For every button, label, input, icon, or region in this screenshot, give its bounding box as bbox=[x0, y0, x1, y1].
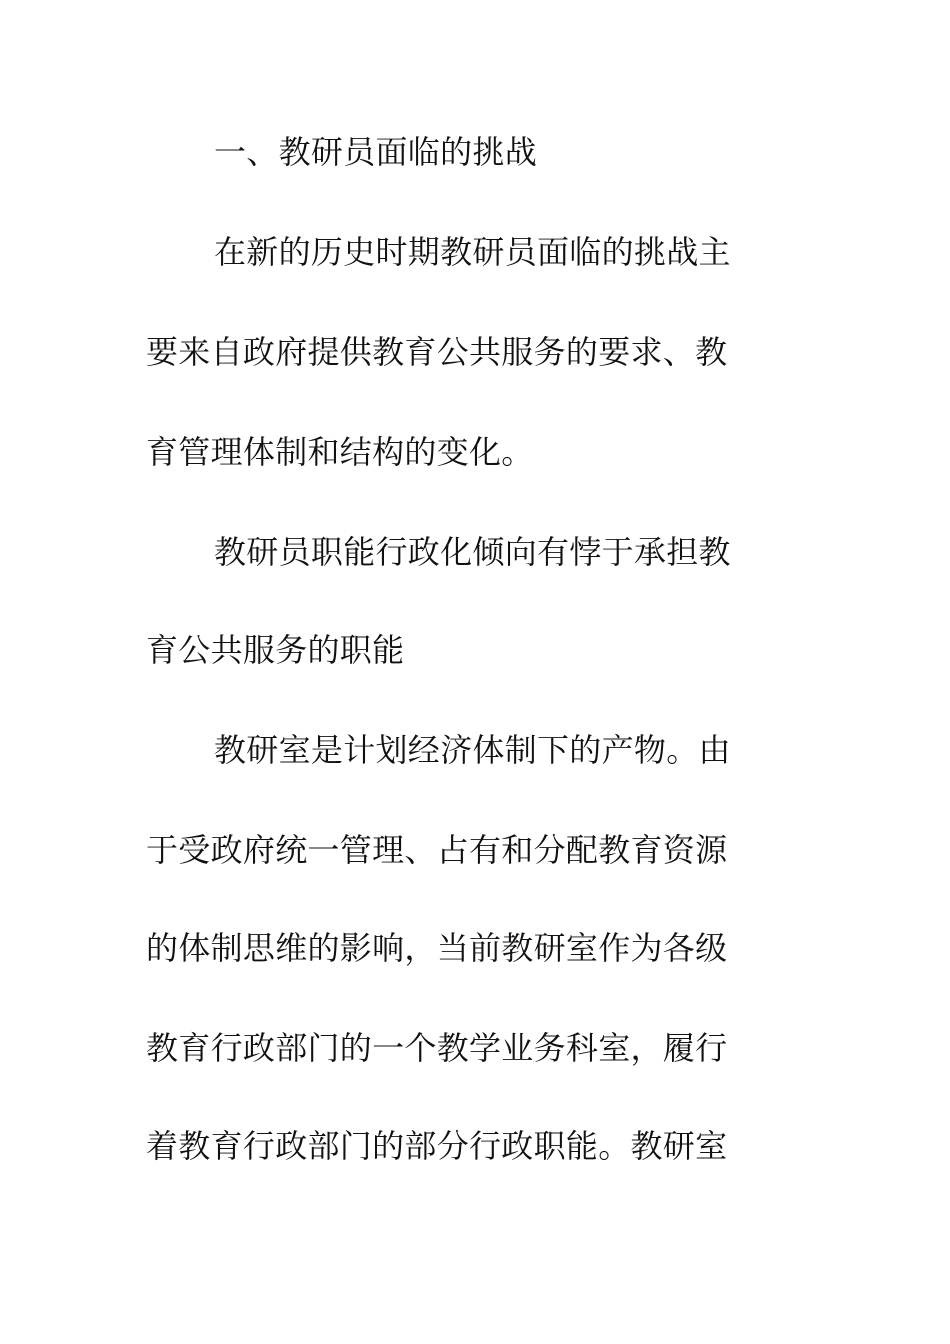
paragraph-line: 教研室是计划经济体制下的产物。由 bbox=[214, 731, 731, 769]
subheading-line: 教研员职能行政化倾向有悖于承担教 bbox=[214, 533, 731, 571]
paragraph-line: 育管理体制和结构的变化。 bbox=[146, 433, 534, 471]
paragraph-line: 于受政府统一管理、占有和分配教育资源 bbox=[146, 831, 728, 869]
paragraph-line: 着教育行政部门的部分行政职能。教研室 bbox=[146, 1127, 728, 1165]
paragraph-line: 的体制思维的影响，当前教研室作为各级 bbox=[146, 929, 728, 967]
subheading-line: 育公共服务的职能 bbox=[146, 631, 405, 669]
paragraph-line: 在新的历史时期教研员面临的挑战主 bbox=[214, 233, 731, 271]
section-heading: 一、教研员面临的挑战 bbox=[214, 133, 538, 171]
paragraph-line: 教育行政部门的一个教学业务科室，履行 bbox=[146, 1029, 728, 1067]
paragraph-line: 要来自政府提供教育公共服务的要求、教 bbox=[146, 333, 728, 371]
